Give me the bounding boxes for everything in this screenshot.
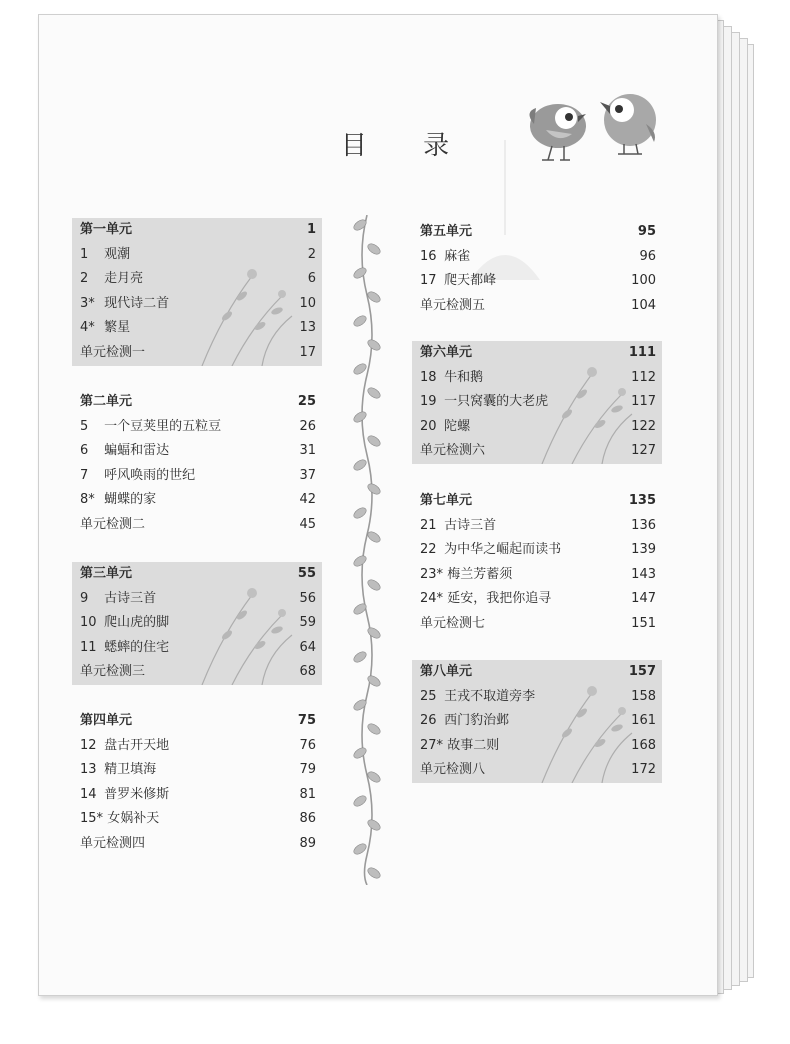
lesson-title: 王戎不取道旁李: [444, 688, 536, 704]
unit-section-1: [72, 218, 322, 366]
lesson-title: 单元检测二: [80, 516, 146, 532]
lesson-title: 一只窝囊的大老虎: [444, 394, 549, 410]
toc-entry[interactable]: [72, 832, 322, 857]
page-number: 75: [297, 713, 316, 728]
lesson-title: 单元检测四: [80, 835, 146, 851]
unit-heading-label: 第二单元: [80, 394, 133, 409]
toc-entry[interactable]: [412, 439, 662, 464]
toc-entry[interactable]: [72, 611, 322, 636]
leaf-icon: [352, 794, 368, 809]
unit-section-7: [412, 489, 662, 637]
lesson-number: 19: [420, 394, 437, 410]
toc-entry[interactable]: [72, 341, 322, 366]
lesson-title: 单元检测三: [80, 664, 146, 680]
leaf-icon: [366, 866, 382, 881]
unit-section-5: [412, 220, 662, 318]
lesson-title: 西门豹治邺: [444, 713, 510, 729]
toc-entry[interactable]: [72, 464, 322, 489]
toc-entry[interactable]: [412, 758, 662, 783]
unit-heading-label: 第三单元: [80, 566, 133, 581]
leaf-icon: [366, 242, 382, 257]
lesson-title: 古诗三首: [104, 590, 157, 606]
toc-entry[interactable]: [72, 587, 322, 612]
unit-heading[interactable]: [412, 660, 662, 685]
toc-entry[interactable]: [412, 245, 662, 270]
lesson-number: 10: [80, 615, 97, 631]
toc-entry[interactable]: [72, 660, 322, 685]
toc-entry[interactable]: [412, 612, 662, 637]
unit-heading[interactable]: [412, 489, 662, 514]
lesson-title: 陀螺: [444, 418, 471, 434]
toc-entry[interactable]: [412, 587, 662, 612]
toc-entry[interactable]: [72, 636, 322, 661]
lesson-title: 精卫填海: [104, 762, 157, 778]
page-number: 79: [299, 762, 316, 778]
lesson-title: 古诗三首: [444, 517, 497, 533]
page-number: 56: [299, 590, 316, 606]
page-number: 168: [631, 737, 656, 753]
lesson-number: 27*: [420, 737, 444, 753]
page-number: 45: [299, 516, 316, 532]
lesson-title: 梅兰芳蓄须: [447, 566, 513, 582]
leaf-icon: [352, 650, 368, 665]
lesson-title: 繁星: [104, 320, 131, 336]
lesson-number: 2: [80, 271, 89, 287]
unit-heading[interactable]: [412, 341, 662, 366]
lesson-number: 14: [80, 786, 97, 802]
page-number: 13: [299, 320, 316, 336]
page-number: 135: [628, 493, 656, 508]
page-number: 31: [299, 443, 316, 459]
unit-heading[interactable]: [72, 218, 322, 243]
leaf-icon: [366, 338, 382, 353]
lesson-title: 单元检测八: [420, 762, 486, 778]
page-number: 117: [631, 394, 656, 410]
leaf-icon: [352, 314, 368, 329]
page-number: 59: [299, 615, 316, 631]
toc-entry[interactable]: [412, 390, 662, 415]
toc-entry[interactable]: [72, 488, 322, 513]
lesson-number: 15*: [80, 811, 104, 827]
page-number: 81: [299, 786, 316, 802]
lesson-title: 普罗米修斯: [104, 786, 170, 802]
unit-heading-label: 第七单元: [420, 493, 473, 508]
unit-heading-label: 第五单元: [420, 224, 473, 239]
toc-entry[interactable]: [72, 758, 322, 783]
page-number: 161: [631, 713, 656, 729]
leaf-icon: [352, 266, 368, 281]
page-number: 89: [299, 835, 316, 851]
lesson-number: 20: [420, 418, 437, 434]
leaf-icon: [352, 458, 368, 473]
toc-entry[interactable]: [72, 734, 322, 759]
lesson-number: 26: [420, 713, 437, 729]
leaf-icon: [366, 386, 382, 401]
lesson-number: 18: [420, 369, 437, 385]
page-number: 25: [297, 394, 316, 409]
lesson-number: 3*: [80, 295, 95, 311]
lesson-title: 单元检测一: [80, 344, 146, 360]
page-number: 112: [631, 369, 656, 385]
page-number: 64: [299, 639, 316, 655]
leaf-icon: [352, 554, 368, 569]
lesson-title: 观潮: [104, 246, 131, 262]
unit-heading[interactable]: [72, 562, 322, 587]
lesson-number: 22: [420, 542, 437, 558]
page-number: 17: [299, 344, 316, 360]
page-number: 26: [299, 418, 316, 434]
page-number: 139: [631, 542, 656, 558]
toc-entry[interactable]: [412, 415, 662, 440]
unit-section-6: [412, 341, 662, 464]
page-number: 68: [299, 664, 316, 680]
lesson-title: 现代诗二首: [104, 295, 170, 311]
toc-entry[interactable]: [72, 783, 322, 808]
page-number: 111: [628, 345, 656, 360]
unit-section-3: [72, 562, 322, 685]
lesson-title: 为中华之崛起而读书: [444, 542, 562, 558]
unit-heading-label: 第四单元: [80, 713, 133, 728]
page-number: 1: [306, 222, 316, 237]
lesson-title: 故事二则: [447, 737, 500, 753]
leaf-icon: [366, 818, 382, 833]
unit-section-2: [72, 390, 322, 538]
unit-heading-label: 第八单元: [420, 664, 473, 679]
lesson-number: 13: [80, 762, 97, 778]
leaf-icon: [366, 578, 382, 593]
lesson-title: 盘古开天地: [104, 737, 170, 753]
toc-entry[interactable]: [72, 316, 322, 341]
page-number: 104: [631, 297, 656, 313]
lesson-number: 25: [420, 688, 437, 704]
page-number: 136: [631, 517, 656, 533]
toc-entry[interactable]: [72, 415, 322, 440]
lesson-title: 麻雀: [444, 248, 471, 264]
unit-heading[interactable]: [72, 390, 322, 415]
lesson-number: 23*: [420, 566, 444, 582]
page-number: 2: [307, 246, 316, 262]
lesson-title: 单元检测七: [420, 615, 486, 631]
leaf-icon: [352, 506, 368, 521]
page-number: 6: [307, 271, 316, 287]
leaf-icon: [352, 410, 368, 425]
lesson-title: 单元检测六: [420, 443, 486, 459]
leaf-icon: [366, 482, 382, 497]
toc-entry[interactable]: [412, 269, 662, 294]
lesson-number: 9: [80, 590, 89, 606]
leaf-icon: [352, 602, 368, 617]
toc-entry[interactable]: [412, 709, 662, 734]
lesson-number: 7: [80, 467, 89, 483]
toc-entry[interactable]: [72, 243, 322, 268]
page-number: 127: [631, 443, 656, 459]
toc-entry[interactable]: [412, 685, 662, 710]
page-number: 100: [631, 273, 656, 289]
toc-entry[interactable]: [412, 538, 662, 563]
page-number: 122: [631, 418, 656, 434]
toc-entry[interactable]: [412, 514, 662, 539]
lesson-number: 24*: [420, 591, 444, 607]
page-number: 95: [637, 224, 656, 239]
page-number: 10: [299, 295, 316, 311]
lesson-title: 蝴蝶的家: [104, 492, 157, 508]
page-number: 76: [299, 737, 316, 753]
lesson-number: 5: [80, 418, 89, 434]
lesson-title: 延安，我把你追寻: [447, 591, 552, 607]
unit-heading-label: 第一单元: [80, 222, 133, 237]
vine-divider-icon: [352, 215, 382, 885]
lesson-title: 走月亮: [104, 271, 144, 287]
leaf-icon: [366, 626, 382, 641]
page-number: 55: [297, 566, 316, 581]
lesson-number: 16: [420, 248, 437, 264]
page-title: 目 录: [340, 131, 474, 161]
leaf-icon: [352, 746, 368, 761]
unit-section-8: [412, 660, 662, 783]
leaf-icon: [352, 842, 368, 857]
lesson-title: 蟋蟀的住宅: [104, 639, 170, 655]
lesson-title: 单元检测五: [420, 297, 486, 313]
toc-entry[interactable]: [72, 267, 322, 292]
page-number: 96: [639, 248, 656, 264]
page-number: 151: [631, 615, 656, 631]
lesson-number: 4*: [80, 320, 95, 336]
lesson-number: 1: [80, 246, 89, 262]
toc-entry[interactable]: [72, 513, 322, 538]
page-number: 86: [299, 811, 316, 827]
toc-entry[interactable]: [412, 563, 662, 588]
lesson-number: 21: [420, 517, 437, 533]
lesson-number: 12: [80, 737, 97, 753]
unit-heading-label: 第六单元: [420, 345, 473, 360]
page-number: 42: [299, 492, 316, 508]
leaf-icon: [366, 722, 382, 737]
lesson-title: 一个豆荚里的五粒豆: [104, 418, 222, 434]
lesson-title: 牛和鹅: [444, 369, 484, 385]
leaf-icon: [352, 362, 368, 377]
leaf-icon: [366, 434, 382, 449]
unit-heading[interactable]: [72, 709, 322, 734]
lesson-title: 蝙蝠和雷达: [104, 443, 170, 459]
lesson-title: 爬天都峰: [444, 273, 497, 289]
lesson-title: 爬山虎的脚: [104, 615, 170, 631]
page-number: 158: [631, 688, 656, 704]
lesson-number: 8*: [80, 492, 95, 508]
toc-entry[interactable]: [412, 294, 662, 319]
page-number: 37: [299, 467, 316, 483]
unit-heading[interactable]: [412, 220, 662, 245]
unit-section-4: [72, 709, 322, 857]
page-number: 172: [631, 762, 656, 778]
lesson-title: 呼风唤雨的世纪: [104, 467, 196, 483]
lesson-number: 6: [80, 443, 89, 459]
page-number: 157: [628, 664, 656, 679]
lesson-number: 11: [80, 639, 97, 655]
lesson-title: 女娲补天: [107, 811, 160, 827]
lesson-number: 17: [420, 273, 437, 289]
toc-entry[interactable]: [412, 734, 662, 759]
page-number: 143: [631, 566, 656, 582]
toc-entry[interactable]: [72, 292, 322, 317]
toc-entry[interactable]: [72, 439, 322, 464]
toc-entry[interactable]: [72, 807, 322, 832]
page-number: 147: [631, 591, 656, 607]
toc-entry[interactable]: [412, 366, 662, 391]
